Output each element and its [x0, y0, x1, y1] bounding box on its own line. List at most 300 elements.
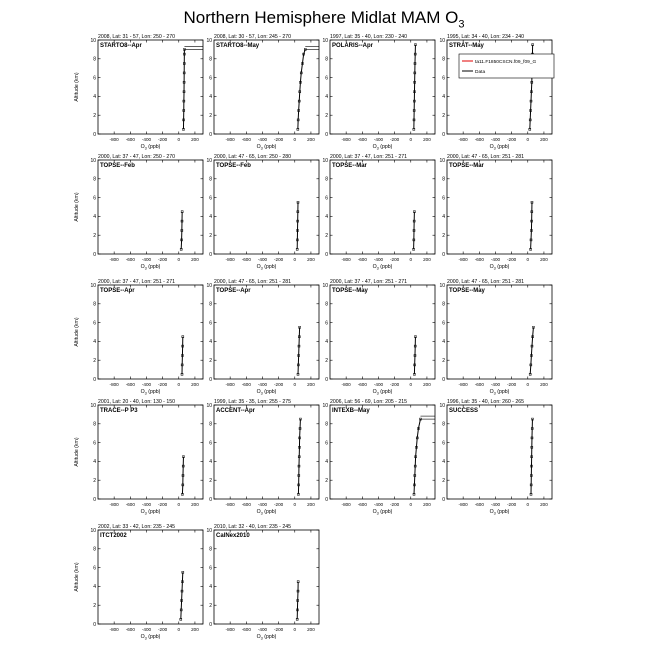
- y-tick-label: 8: [442, 301, 445, 308]
- panel-1: [74, 34, 203, 151]
- x-tick-label: 0: [177, 382, 181, 387]
- x-tick-label: -800: [109, 382, 119, 387]
- panel-15: [322, 399, 435, 516]
- x-tick-label: 200: [423, 137, 431, 142]
- y-tick-label: 10: [322, 402, 328, 409]
- x-tick-label: -200: [274, 502, 284, 507]
- x-axis-label-unit: (ppb): [146, 264, 161, 270]
- panel-6: [206, 154, 319, 271]
- y-tick-label: 4: [209, 94, 212, 101]
- data-line: [297, 582, 298, 620]
- plot-frame: [447, 405, 552, 499]
- y-tick-label: 4: [325, 214, 328, 221]
- x-axis-label-sub: 3: [493, 391, 496, 396]
- panel-header: 2008, Lat: 30 - 57, Lon: 245 - 270: [214, 34, 292, 40]
- x-tick-label: -200: [274, 137, 284, 142]
- x-tick-label: -600: [125, 627, 135, 632]
- x-tick-label: 200: [307, 257, 315, 262]
- panel-name: SUCCESS: [449, 408, 479, 414]
- y-tick-label: 6: [209, 195, 212, 202]
- x-axis-label-sub: 3: [260, 146, 263, 151]
- x-tick-label: -200: [390, 257, 400, 262]
- y-tick-label: 0: [209, 376, 212, 383]
- panel-header: 2010, Lat: 32 - 40, Lon: 235 - 245: [214, 524, 292, 530]
- x-axis-label-sub: 3: [144, 391, 147, 396]
- x-axis-label-unit: (ppb): [378, 144, 393, 150]
- x-tick-label: 200: [423, 502, 431, 507]
- x-tick-label: 0: [526, 502, 530, 507]
- data-line: [531, 202, 532, 249]
- y-tick-label: 0: [442, 376, 445, 383]
- x-axis-label-sub: 3: [493, 146, 496, 151]
- y-tick-label: 10: [322, 37, 328, 44]
- y-tick-label: 10: [206, 402, 212, 409]
- y-tick-label: 8: [442, 56, 445, 63]
- x-tick-label: -600: [241, 502, 251, 507]
- x-tick-label: -200: [274, 382, 284, 387]
- plot-frame: [214, 285, 319, 379]
- data-line: [414, 212, 415, 250]
- data-line: [181, 212, 182, 250]
- y-tick-label: 8: [93, 546, 96, 553]
- y-tick-label: 0: [325, 251, 328, 258]
- x-axis-label: $O_3$ (ppb): [140, 264, 161, 271]
- y-tick-label: 8: [209, 176, 212, 183]
- panel-12: [439, 279, 552, 396]
- y-axis-label: Altitude (km): [74, 562, 80, 592]
- x-tick-label: -200: [507, 137, 517, 142]
- panel-header: 1995, Lat: 34 - 40, Lon: 234 - 240: [447, 34, 525, 40]
- x-tick-label: -800: [109, 257, 119, 262]
- y-tick-label: 0: [442, 496, 445, 503]
- y-axis-label: Altitude (km): [74, 437, 80, 467]
- panel-name: ACCENT--Apr: [216, 408, 255, 414]
- panel-name: STARTO8--Apr: [100, 43, 142, 49]
- x-tick-label: -600: [357, 382, 367, 387]
- x-tick-label: 200: [540, 137, 548, 142]
- panel-header: 2002, Lat: 33 - 42, Lon: 235 - 245: [98, 524, 176, 530]
- x-tick-label: -400: [490, 502, 501, 507]
- x-axis-label: $O_3$ (ppb): [140, 144, 161, 151]
- x-tick-label: -200: [158, 502, 168, 507]
- y-tick-label: 0: [209, 131, 212, 138]
- y-tick-label: 2: [93, 113, 96, 119]
- y-tick-label: 8: [93, 421, 96, 428]
- legend-label: Data: [475, 69, 486, 75]
- x-axis-label: $O_3$ (ppb): [489, 144, 510, 151]
- x-tick-label: -400: [257, 382, 268, 387]
- plot-frame: [330, 40, 435, 134]
- y-axis-label: Altitude (km): [74, 317, 80, 347]
- x-tick-label: -400: [141, 257, 152, 262]
- data-line: [182, 457, 183, 495]
- x-tick-label: -200: [158, 627, 168, 632]
- x-axis-label-unit: (ppb): [262, 264, 277, 270]
- panel-13: [74, 399, 203, 516]
- plot-frame: [447, 160, 552, 254]
- y-tick-label: 2: [209, 603, 212, 609]
- y-tick-label: 6: [93, 440, 96, 447]
- x-axis-label-unit: (ppb): [146, 509, 161, 515]
- y-tick-label: 2: [93, 478, 96, 484]
- y-tick-label: 6: [93, 565, 96, 572]
- y-tick-label: 0: [93, 131, 96, 138]
- x-tick-label: -600: [357, 502, 367, 507]
- data-line: [297, 202, 298, 249]
- x-tick-label: -400: [141, 382, 152, 387]
- panel-5: [74, 154, 203, 271]
- data-line: [298, 327, 300, 374]
- x-axis-label: $O_3$ (ppb): [256, 634, 277, 641]
- panel-8: [439, 154, 552, 271]
- y-tick-label: 10: [206, 37, 212, 44]
- x-tick-label: -800: [458, 137, 468, 142]
- y-tick-label: 2: [442, 358, 445, 364]
- y-tick-label: 0: [325, 131, 328, 138]
- x-axis-label-sub: 3: [144, 636, 147, 641]
- panel-name: TOPSE--Apr: [216, 288, 251, 294]
- y-tick-label: 2: [442, 113, 445, 119]
- y-tick-label: 2: [209, 478, 212, 484]
- x-tick-label: 200: [423, 257, 431, 262]
- x-tick-label: 0: [293, 137, 297, 142]
- x-tick-label: -800: [341, 382, 351, 387]
- x-tick-label: 200: [191, 382, 199, 387]
- plot-frame: [447, 285, 552, 379]
- x-axis-label-unit: (ppb): [495, 509, 510, 515]
- x-tick-label: -600: [125, 502, 135, 507]
- x-tick-label: -400: [257, 257, 268, 262]
- x-axis-label-sub: 3: [260, 266, 263, 271]
- x-tick-label: -400: [141, 137, 152, 142]
- y-tick-label: 0: [93, 621, 96, 628]
- x-tick-label: 0: [293, 627, 297, 632]
- panel-name: INTEXB--May: [332, 408, 370, 414]
- x-tick-label: -400: [373, 502, 384, 507]
- x-tick-label: 200: [423, 382, 431, 387]
- plot-frame: [98, 40, 203, 134]
- figure-title: Northern Hemisphere Midlat MAM $O_3$: [183, 8, 465, 31]
- x-axis-label-unit: (ppb): [378, 509, 393, 515]
- plot-frame: [98, 405, 203, 499]
- y-axis-label: Altitude (km): [74, 72, 80, 102]
- x-tick-label: 200: [540, 257, 548, 262]
- plot-frame: [330, 160, 435, 254]
- x-tick-label: -800: [225, 382, 235, 387]
- y-tick-label: 0: [209, 496, 212, 503]
- panel-name: TOPSE--Apr: [100, 288, 135, 294]
- y-tick-label: 2: [209, 233, 212, 239]
- x-tick-label: 0: [293, 382, 297, 387]
- x-tick-label: -800: [109, 627, 119, 632]
- x-tick-label: -200: [158, 137, 168, 142]
- y-tick-label: 4: [209, 339, 212, 346]
- x-tick-label: -200: [507, 382, 517, 387]
- x-tick-label: -200: [507, 257, 517, 262]
- panel-header: 2008, Lat: 31 - 57, Lon: 250 - 270: [98, 34, 176, 40]
- panel-name: TOPSE--Mar: [332, 163, 367, 169]
- y-tick-label: 2: [442, 478, 445, 484]
- y-tick-label: 2: [93, 233, 96, 239]
- x-tick-label: -400: [490, 257, 501, 262]
- y-tick-label: 4: [442, 459, 445, 466]
- x-tick-label: 0: [409, 382, 413, 387]
- y-tick-label: 10: [439, 37, 445, 44]
- panel-header: 2000, Lat: 37 - 47, Lon: 251 - 271: [98, 279, 176, 285]
- x-tick-label: 0: [409, 257, 413, 262]
- x-tick-label: -400: [373, 257, 384, 262]
- y-tick-label: 2: [209, 358, 212, 364]
- y-tick-label: 4: [442, 94, 445, 101]
- y-tick-label: 4: [93, 459, 96, 466]
- panel-name: ITCT2002: [100, 533, 127, 539]
- x-tick-label: -400: [141, 502, 152, 507]
- x-axis-label-unit: (ppb): [495, 144, 510, 150]
- x-tick-label: 0: [526, 382, 530, 387]
- data-line: [182, 337, 183, 375]
- x-tick-label: -200: [158, 382, 168, 387]
- y-tick-label: 8: [442, 176, 445, 183]
- x-axis-label-sub: 3: [376, 266, 379, 271]
- y-tick-label: 2: [209, 113, 212, 119]
- panel-name: TRACE--P P3: [100, 408, 138, 414]
- x-tick-label: -600: [125, 382, 135, 387]
- y-tick-label: 8: [93, 301, 96, 308]
- x-tick-label: -600: [474, 137, 484, 142]
- x-axis-label-unit: (ppb): [146, 634, 161, 640]
- y-tick-label: 10: [90, 402, 96, 409]
- x-tick-label: -800: [458, 502, 468, 507]
- x-tick-label: -600: [241, 627, 251, 632]
- data-line: [531, 419, 532, 494]
- y-tick-label: 4: [93, 94, 96, 101]
- panel-9: [74, 279, 203, 396]
- x-axis-label: $O_3$ (ppb): [489, 509, 510, 516]
- x-tick-label: -800: [341, 257, 351, 262]
- y-tick-label: 2: [325, 233, 328, 239]
- x-axis-label: $O_3$ (ppb): [140, 389, 161, 396]
- y-tick-label: 10: [90, 157, 96, 164]
- y-tick-label: 10: [90, 37, 96, 44]
- x-tick-label: 200: [540, 382, 548, 387]
- x-tick-label: -800: [225, 627, 235, 632]
- x-axis-label: $O_3$ (ppb): [372, 509, 393, 516]
- panel-2: [206, 34, 319, 151]
- plot-frame: [98, 530, 203, 624]
- data-line: [298, 49, 305, 129]
- y-tick-label: 8: [209, 301, 212, 308]
- x-axis-label-unit: (ppb): [262, 509, 277, 515]
- x-axis-label-unit: (ppb): [495, 389, 510, 395]
- x-axis-label: $O_3$ (ppb): [256, 509, 277, 516]
- panel-header: 1999, Lat: 35 - 35, Lon: 255 - 275: [214, 399, 292, 405]
- x-tick-label: 200: [307, 382, 315, 387]
- y-tick-label: 10: [439, 282, 445, 289]
- x-tick-label: -600: [241, 382, 251, 387]
- panel-name: TOPSE--May: [332, 288, 368, 294]
- y-tick-label: 2: [442, 233, 445, 239]
- y-tick-label: 6: [209, 565, 212, 572]
- panel-4: [439, 34, 554, 151]
- x-tick-label: 0: [177, 137, 181, 142]
- x-tick-label: 0: [293, 502, 297, 507]
- x-tick-label: -600: [474, 257, 484, 262]
- x-axis-label: $O_3$ (ppb): [489, 389, 510, 396]
- x-tick-label: -200: [274, 257, 284, 262]
- panel-3: [322, 34, 435, 151]
- panel-name: TOPSE--Feb: [100, 163, 135, 169]
- y-tick-label: 0: [442, 131, 445, 138]
- y-tick-label: 2: [93, 603, 96, 609]
- x-tick-label: -800: [109, 137, 119, 142]
- data-line: [414, 45, 416, 130]
- x-axis-label-unit: (ppb): [262, 144, 277, 150]
- panel-name: STRAT--May: [449, 43, 484, 49]
- panel-14: [206, 399, 319, 516]
- panel-header: 2000, Lat: 47 - 65, Lon: 250 - 280: [214, 154, 292, 160]
- y-tick-label: 4: [325, 459, 328, 466]
- y-tick-label: 10: [206, 527, 212, 534]
- y-tick-label: 0: [93, 496, 96, 503]
- x-tick-label: -400: [373, 382, 384, 387]
- panel-11: [322, 279, 435, 396]
- y-tick-label: 10: [322, 282, 328, 289]
- x-tick-label: -400: [257, 137, 268, 142]
- x-tick-label: -200: [390, 137, 400, 142]
- x-tick-label: -400: [490, 137, 501, 142]
- x-axis-label-sub: 3: [144, 511, 147, 516]
- x-axis-label-sub: 3: [376, 391, 379, 396]
- data-line: [530, 327, 533, 374]
- plot-frame: [98, 160, 203, 254]
- y-tick-label: 4: [209, 214, 212, 221]
- panel-10: [206, 279, 319, 396]
- x-tick-label: -600: [474, 502, 484, 507]
- y-tick-label: 0: [209, 621, 212, 628]
- y-tick-label: 4: [209, 584, 212, 591]
- panel-header: 2001, Lat: 20 - 40, Lon: 130 - 150: [98, 399, 176, 405]
- y-tick-label: 4: [442, 214, 445, 221]
- x-axis-label: $O_3$ (ppb): [372, 389, 393, 396]
- data-line: [414, 419, 420, 494]
- y-tick-label: 8: [325, 421, 328, 428]
- y-tick-label: 4: [209, 459, 212, 466]
- panel-name: CalNex2010: [216, 533, 250, 539]
- x-axis-label: $O_3$ (ppb): [140, 634, 161, 641]
- panel-16: [439, 399, 552, 516]
- panel-header: 2006, Lat: 56 - 69, Lon: 205 - 215: [330, 399, 408, 405]
- x-tick-label: -200: [274, 627, 284, 632]
- x-axis-label-unit: (ppb): [146, 389, 161, 395]
- legend-box: [459, 54, 554, 78]
- x-tick-label: -800: [341, 502, 351, 507]
- panel-name: POLARIS--Apr: [332, 43, 373, 49]
- y-tick-label: 10: [90, 527, 96, 534]
- x-axis-label-unit: (ppb): [378, 389, 393, 395]
- y-tick-label: 6: [325, 440, 328, 447]
- plot-frame: [214, 405, 319, 499]
- plot-frame: [214, 530, 319, 624]
- x-axis-label-unit: (ppb): [378, 264, 393, 270]
- panel-header: 2000, Lat: 37 - 47, Lon: 251 - 271: [330, 279, 408, 285]
- y-tick-label: 0: [93, 251, 96, 258]
- y-tick-label: 8: [209, 546, 212, 553]
- y-tick-label: 8: [209, 56, 212, 63]
- y-tick-label: 10: [439, 402, 445, 409]
- y-tick-label: 8: [93, 56, 96, 63]
- panel-header: 2000, Lat: 47 - 65, Lon: 251 - 281: [447, 279, 525, 285]
- y-tick-label: 0: [93, 376, 96, 383]
- x-tick-label: -600: [125, 137, 135, 142]
- x-axis-label: $O_3$ (ppb): [372, 144, 393, 151]
- x-tick-label: 200: [191, 137, 199, 142]
- y-tick-label: 4: [93, 339, 96, 346]
- plot-frame: [330, 285, 435, 379]
- data-line: [414, 337, 415, 375]
- plot-frame: [214, 160, 319, 254]
- x-axis-label-sub: 3: [493, 266, 496, 271]
- panel-7: [322, 154, 435, 271]
- y-tick-label: 10: [206, 157, 212, 164]
- panel-name: TOPSE--Mar: [449, 163, 484, 169]
- y-axis-label: Altitude (km): [74, 192, 80, 222]
- x-axis-label: $O_3$ (ppb): [372, 264, 393, 271]
- x-tick-label: -600: [125, 257, 135, 262]
- x-axis-label: $O_3$ (ppb): [489, 264, 510, 271]
- x-tick-label: -600: [241, 137, 251, 142]
- panel-header: 1996, Lat: 35 - 40, Lon: 260 - 265: [447, 399, 525, 405]
- y-tick-label: 8: [442, 421, 445, 428]
- y-tick-label: 4: [93, 584, 96, 591]
- x-tick-label: 200: [307, 137, 315, 142]
- legend-label: ta11.F1850CSCN.f09_f09_G: [475, 59, 537, 65]
- x-axis-label-sub: 3: [260, 636, 263, 641]
- x-tick-label: 0: [293, 257, 297, 262]
- x-axis-label-sub: 3: [493, 511, 496, 516]
- y-tick-label: 6: [325, 195, 328, 202]
- y-tick-label: 8: [93, 176, 96, 183]
- y-tick-label: 2: [93, 358, 96, 364]
- y-tick-label: 6: [442, 195, 445, 202]
- x-tick-label: 200: [307, 627, 315, 632]
- x-axis-label-unit: (ppb): [146, 144, 161, 150]
- x-tick-label: -400: [373, 137, 384, 142]
- y-tick-label: 0: [442, 251, 445, 258]
- y-tick-label: 6: [325, 75, 328, 82]
- x-tick-label: -400: [257, 627, 268, 632]
- x-tick-label: -200: [390, 382, 400, 387]
- x-axis-label: $O_3$ (ppb): [256, 264, 277, 271]
- y-tick-label: 10: [206, 282, 212, 289]
- x-tick-label: -800: [225, 257, 235, 262]
- x-tick-label: -800: [341, 137, 351, 142]
- y-tick-label: 4: [442, 339, 445, 346]
- y-tick-label: 6: [442, 440, 445, 447]
- x-axis-label-unit: (ppb): [262, 389, 277, 395]
- panel-18: [206, 524, 319, 641]
- x-tick-label: 0: [526, 257, 530, 262]
- panel-name: STARTO8--May: [216, 43, 260, 49]
- x-axis-label-unit: (ppb): [262, 634, 277, 640]
- y-tick-label: 2: [325, 358, 328, 364]
- y-tick-label: 0: [325, 376, 328, 383]
- panel-header: 2000, Lat: 37 - 47, Lon: 251 - 271: [330, 154, 408, 160]
- y-tick-label: 10: [439, 157, 445, 164]
- x-tick-label: 200: [540, 502, 548, 507]
- x-tick-label: -200: [390, 502, 400, 507]
- y-tick-label: 8: [325, 176, 328, 183]
- x-axis-label-sub: 3: [260, 511, 263, 516]
